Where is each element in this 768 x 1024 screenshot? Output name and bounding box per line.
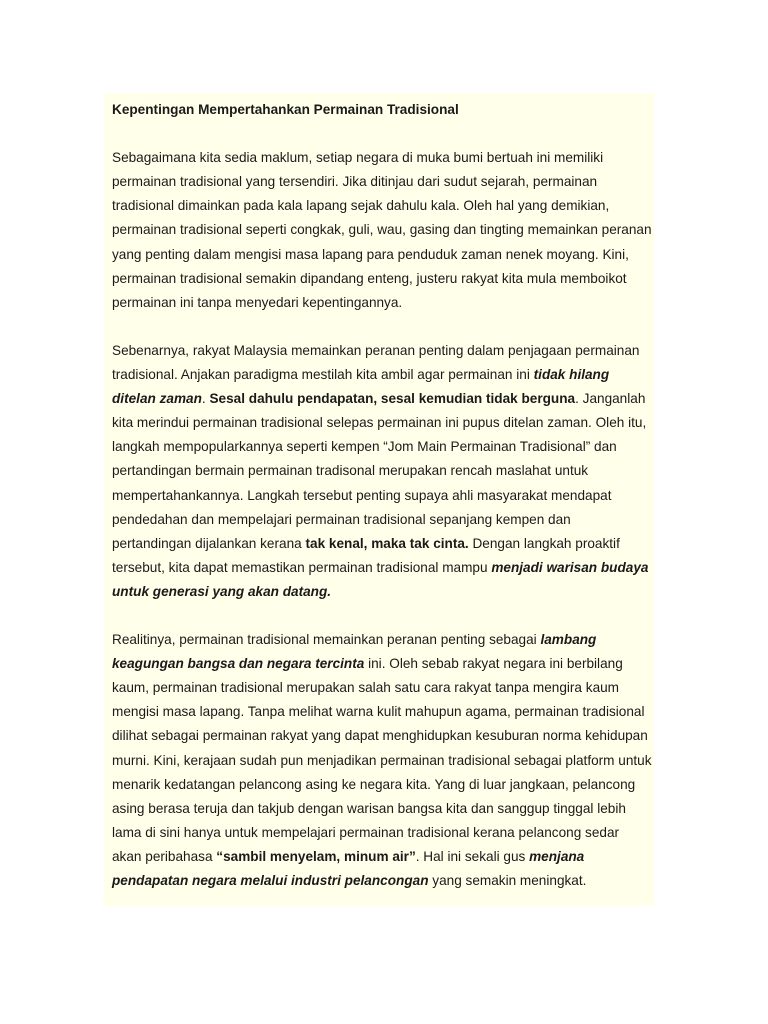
bold-text: Sesal dahulu pendapatan, sesal kemudian tidak berguna <box>209 391 576 407</box>
body-text: . Janganlah kita merindui permainan tradisional selepas permainan ini pupus ditelan zaman. Oleh itu, langkah mempopularkannya seperti kempen “Jom Main Permainan Tradisional” dan pertandingan bermain permainan tradisonal merupakan rencah maslahat untuk mempertahankannya. Langkah tersebut penting supaya ahli masyarakat mendapat pendedahan dan mempelajari permainan tradisional sepanjang kempen dan pertandingan dijalankan kerana <box>112 391 647 551</box>
emphasis-text: menjadi warisan budaya untuk generasi yang akan datang. <box>112 559 649 599</box>
body-text: Sebenarnya, rakyat Malaysia memainkan peranan penting dalam penjagaan permainan tradisional. Anjakan paradigma mestilah kita ambil agar permainan ini <box>112 342 640 383</box>
emphasis-text: tidak hilang ditelan zaman <box>112 367 610 407</box>
emphasis-text: menjana pendapatan negara melalui industri pelancongan <box>112 848 585 888</box>
body-text: . Hal ini sekali gus <box>415 848 530 864</box>
paragraph-3 <box>112 628 652 893</box>
bold-text: “sambil menyelam, minum air” <box>216 848 416 864</box>
body-text: Sebagaimana kita sedia maklum, setiap negara di muka bumi bertuah ini memiliki permainan tradisional yang tersendiri. Jika ditinjau dari sudut sejarah, permainan tradisional dimainkan pada kala lapang sejak dahulu kala. Oleh hal yang demikian, permainan tradisional seperti congkak, guli, wau, gasing dan tingting memainkan peranan yang penting dalam mengisi masa lapang para penduduk zaman nenek moyang. Kini, permainan tradisional semakin dipandang enteng, justeru rakyat kita mula memboikot permainan ini tanpa menyedari kepentingannya. <box>112 150 652 310</box>
paragraph-2 <box>112 339 652 604</box>
document-title: Kepentingan Mempertahankan Permainan Tradisional <box>112 102 459 117</box>
paragraph-spacer <box>112 315 652 339</box>
body-text: Dengan langkah proaktif tersebut, kita dapat memastikan permainan tradisional mampu <box>112 535 620 575</box>
paragraph-1 <box>112 146 652 315</box>
document-body <box>112 98 652 893</box>
emphasis-text: lambang keagungan bangsa dan negara tercinta <box>112 632 597 672</box>
body-text: ini. Oleh sebab rakyat negara ini berbilang kaum, permainan tradisional merupakan salah satu cara rakyat tanpa mengira kaum mengisi masa lapang. Tanpa melihat warna kulit mahupun agama, permainan tradisional dilihat sebagai permainan rakyat yang dapat menghidupkan kesuburan norma kehidupan murni. Kini, kerajaan sudah pun menjadikan permainan tradisional sebagai platform untuk menarik kedatangan pelancong asing ke negara kita. Yang di luar jangkaan, pelancong asing berasa teruja dan takjub dengan warisan bangsa kita dan sanggup tinggal lebih lama di sini hanya untuk mempelajari permainan tradisional kerana pelancong sedar akan peribahasa <box>112 656 652 864</box>
body-text: yang semakin meningkat. <box>428 873 587 888</box>
paragraph-spacer <box>112 604 652 628</box>
paragraph-spacer <box>112 122 652 146</box>
body-text: Realitinya, permainan tradisional memainkan peranan penting sebagai <box>112 632 541 648</box>
body-text: . <box>201 391 210 407</box>
document-page <box>104 93 654 906</box>
bold-text: tak kenal, maka tak cinta. <box>305 535 469 551</box>
